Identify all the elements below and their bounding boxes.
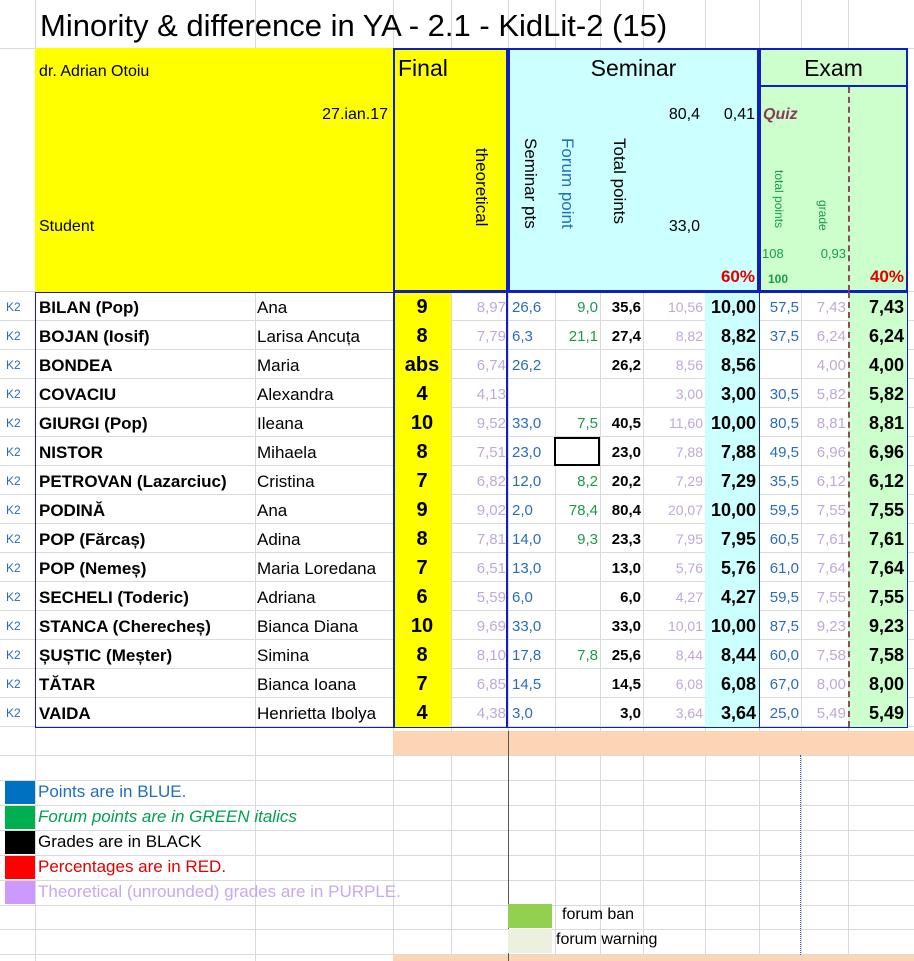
quiz-points-cell[interactable]: 59,5 (769, 502, 799, 519)
grid-row-line (0, 755, 914, 756)
firstname-cell[interactable]: Cristina (257, 472, 315, 491)
legend-swatch (5, 806, 35, 829)
surname-cell[interactable]: PETROVAN (Lazarciuc) (39, 472, 227, 491)
exam-grade-cell[interactable]: 7,55 (868, 587, 904, 607)
seminar-grade-cell[interactable]: 3,64 (720, 703, 756, 723)
exam-grade-cell[interactable]: 6,24 (868, 326, 904, 346)
seminar-value-cell[interactable]: 10,56 (667, 299, 703, 315)
seminar-grade-cell[interactable]: 7,88 (720, 442, 756, 462)
final-grade-cell[interactable]: 8 (393, 640, 451, 669)
legend-swatch (5, 856, 35, 879)
seminar-value-cell[interactable]: 8,44 (675, 647, 703, 663)
seminar-grade-cell[interactable]: 10,00 (710, 413, 756, 433)
firstname-cell[interactable]: Alexandra (257, 385, 334, 404)
seminar-header-block (508, 48, 759, 292)
legend-text: Theoretical (unrounded) grades are in PURPLE. (38, 882, 401, 901)
theoretical-grade-cell[interactable]: 8,97 (476, 299, 506, 316)
exam-grade-cell[interactable]: 5,49 (868, 703, 904, 723)
theoretical-grade-cell[interactable]: 9,69 (476, 618, 506, 635)
quiz-points-cell[interactable]: 80,5 (769, 415, 799, 432)
exam-section-label: Exam (804, 55, 863, 81)
theoretical-grade-cell[interactable]: 8,10 (476, 647, 506, 664)
footer-strip (393, 731, 914, 755)
surname-cell[interactable]: ȘUȘTIC (Meșter) (39, 646, 173, 665)
quiz-points-cell[interactable]: 49,5 (769, 444, 799, 461)
seminar-points-cell[interactable]: 2,0 (512, 502, 533, 519)
seminar-points-cell[interactable]: 23,0 (512, 444, 542, 461)
seminar-percentage: 60% (720, 267, 755, 286)
total-points-cell[interactable]: 25,6 (611, 647, 641, 664)
total-points-cell[interactable]: 23,0 (611, 444, 641, 461)
seminar-points-cell[interactable]: 17,8 (512, 647, 542, 664)
theoretical-grade-cell[interactable]: 6,74 (476, 357, 506, 374)
surname-cell[interactable]: BOJAN (Iosif) (39, 327, 150, 346)
grid-row-line (0, 905, 914, 906)
seminar-points-cell[interactable]: 6,3 (512, 328, 533, 345)
selected-cell[interactable] (554, 437, 600, 466)
seminar-grade-cell[interactable]: 7,95 (720, 529, 756, 549)
seminar-value-cell[interactable]: 4,27 (675, 589, 703, 605)
quiz-grade-cell[interactable]: 7,55 (816, 589, 846, 606)
surname-cell[interactable]: BONDEA (39, 356, 113, 375)
group-cell[interactable]: K2 (6, 590, 21, 604)
exam-grade-cell[interactable]: 9,23 (868, 616, 904, 636)
group-cell[interactable]: K2 (6, 706, 21, 720)
forum-points-cell[interactable]: 8,2 (577, 473, 598, 490)
total-points-cell[interactable]: 14,5 (611, 676, 641, 693)
firstname-cell[interactable]: Bianca Ioana (257, 675, 357, 694)
exam-percentage: 40% (869, 267, 904, 286)
group-cell[interactable]: K2 (6, 416, 21, 430)
group-cell[interactable]: K2 (6, 300, 21, 314)
total-points-cell[interactable]: 40,5 (611, 415, 641, 432)
group-cell[interactable]: K2 (6, 532, 21, 546)
exam-grade-cell[interactable]: 7,58 (868, 645, 904, 665)
seminar-points-cell[interactable]: 33,0 (512, 618, 542, 635)
seminar-value-cell[interactable]: 8,82 (675, 328, 703, 344)
exam-grade-cell[interactable]: 7,43 (868, 297, 904, 317)
final-grade-cell[interactable]: 8 (393, 321, 451, 350)
final-grade-cell[interactable]: abs (393, 350, 451, 379)
group-cell[interactable]: K2 (6, 677, 21, 691)
final-grade-cell[interactable]: 8 (393, 437, 451, 466)
seminar-points-cell[interactable]: 33,0 (512, 415, 542, 432)
theoretical-grade-cell[interactable]: 5,59 (476, 589, 506, 606)
exam-grade-cell[interactable]: 5,82 (868, 384, 904, 404)
exam-header-divider (759, 85, 908, 87)
seminar-value-cell[interactable]: 20,07 (667, 502, 703, 518)
seminar-pts-label: Seminar pts (521, 138, 540, 229)
quiz-points-cell[interactable]: 35,5 (769, 473, 799, 490)
theoretical-grade-cell[interactable]: 4,38 (476, 705, 506, 722)
quiz-grade-cell[interactable]: 7,64 (816, 560, 846, 577)
seminar-points-cell[interactable]: 12,0 (512, 473, 542, 490)
seminar-points-cell[interactable]: 26,2 (512, 357, 542, 374)
seminar-points-cell[interactable]: 26,6 (512, 299, 542, 316)
final-column-border (393, 292, 508, 728)
theoretical-grade-cell[interactable]: 4,13 (476, 386, 506, 403)
group-cell[interactable]: K2 (6, 561, 21, 575)
seminar-points-cell[interactable]: 3,0 (512, 705, 533, 722)
theoretical-grade-cell[interactable]: 7,81 (476, 531, 506, 548)
seminar-grade-cell[interactable]: 3,00 (720, 384, 756, 404)
forum-points-cell[interactable]: 78,4 (568, 502, 598, 519)
theoretical-grade-cell[interactable]: 9,02 (476, 502, 506, 519)
total-points-cell[interactable]: 35,6 (611, 299, 641, 316)
surname-cell[interactable]: VAIDA (39, 704, 91, 723)
surname-cell[interactable]: NISTOR (39, 443, 103, 462)
quiz-points-cell[interactable]: 37,5 (769, 328, 799, 345)
surname-cell[interactable]: GIURGI (Pop) (39, 414, 148, 433)
total-points-cell[interactable]: 23,3 (611, 531, 641, 548)
quiz-points-cell[interactable]: 57,5 (769, 299, 799, 316)
seminar-points-cell[interactable]: 13,0 (512, 560, 542, 577)
final-grade-cell[interactable]: 7 (393, 669, 451, 698)
quiz-points-cell[interactable]: 25,0 (769, 705, 799, 722)
sheet-title: Minority & difference in YA - 2.1 - KidLit-2 (15) (40, 8, 668, 43)
legend-swatch (5, 781, 35, 804)
seminar-value-cell[interactable]: 6,08 (675, 676, 703, 692)
forum-warning-swatch (508, 929, 552, 953)
total-points-cell[interactable]: 6,0 (620, 589, 641, 606)
grid-row-line (0, 855, 914, 856)
forum-points-cell[interactable]: 9,0 (577, 299, 598, 316)
final-grade-cell[interactable]: 4 (393, 379, 451, 408)
total-points-cell[interactable]: 33,0 (611, 618, 641, 635)
quiz-scale-value: 100 (768, 272, 789, 286)
seminar-grade-cell[interactable]: 8,56 (720, 355, 756, 375)
forum-warning-label: forum warning (556, 931, 658, 948)
seminar-points-cell[interactable]: 14,0 (512, 531, 542, 548)
quiz-grade-cell[interactable]: 7,61 (816, 531, 846, 548)
forum-points-cell[interactable]: 21,1 (568, 328, 598, 345)
quiz-grade-cell[interactable]: 7,58 (816, 647, 846, 664)
footer-strip-bottom (393, 955, 914, 961)
exam-grade-cell[interactable]: 6,12 (868, 471, 904, 491)
final-grade-cell[interactable]: 8 (393, 524, 451, 553)
total-points-cell[interactable]: 3,0 (620, 705, 641, 722)
quiz-grade-cell[interactable]: 5,82 (816, 386, 846, 403)
group-cell[interactable]: K2 (6, 503, 21, 517)
sheet-date: 27.ian.17 (322, 106, 388, 123)
firstname-cell[interactable]: Maria (257, 356, 300, 375)
seminar-value-cell[interactable]: 7,95 (675, 531, 703, 547)
grid-row-line (0, 780, 914, 781)
surname-cell[interactable]: COVACIU (39, 385, 117, 404)
quiz-grade-cell[interactable]: 8,81 (816, 415, 846, 432)
final-grade-cell[interactable]: 6 (393, 582, 451, 611)
quiz-grade-cell[interactable]: 7,43 (816, 299, 846, 316)
firstname-cell[interactable]: Adina (257, 530, 301, 549)
seminar-grade-cell[interactable]: 7,29 (720, 471, 756, 491)
firstname-cell[interactable]: Maria Loredana (257, 559, 377, 578)
group-cell[interactable]: K2 (6, 474, 21, 488)
seminar-value-cell[interactable]: 8,56 (675, 357, 703, 373)
surname-cell[interactable]: POP (Fărcaș) (39, 530, 146, 549)
grid-row-line (0, 830, 914, 831)
exam-column-border (759, 292, 760, 727)
quiz-label: Quiz (763, 106, 798, 123)
dotted-marker-line (800, 755, 801, 955)
total-points-cell[interactable]: 13,0 (611, 560, 641, 577)
final-grade-cell[interactable]: 7 (393, 553, 451, 582)
final-grade-cell[interactable]: 9 (393, 495, 451, 524)
surname-cell[interactable]: STANCA (Cherecheș) (39, 617, 211, 636)
group-cell[interactable]: K2 (6, 648, 21, 662)
firstname-cell[interactable]: Mihaela (257, 443, 317, 462)
quiz-points-cell[interactable]: 30,5 (769, 386, 799, 403)
quiz-grade-cell[interactable]: 8,00 (816, 676, 846, 693)
quiz-total-points-label: total points (772, 170, 786, 229)
theoretical-grade-cell[interactable]: 6,82 (476, 473, 506, 490)
surname-cell[interactable]: SECHELI (Toderic) (39, 588, 189, 607)
seminar-grade-cell[interactable]: 4,27 (720, 587, 756, 607)
total-points-cell[interactable]: 20,2 (611, 473, 641, 490)
theoretical-column-label: theoretical (472, 148, 491, 227)
group-cell[interactable]: K2 (6, 619, 21, 633)
surname-cell[interactable]: TĂTAR (39, 675, 96, 694)
forum-ban-label: forum ban (562, 906, 635, 923)
seminar-ratio-value: 0,41 (723, 106, 755, 123)
forum-point-label: Forum point (558, 138, 577, 229)
firstname-cell[interactable]: Ana (257, 501, 288, 520)
group-cell[interactable]: K2 (6, 329, 21, 343)
forum-points-cell[interactable]: 9,3 (577, 531, 598, 548)
quiz-grade-cell[interactable]: 6,12 (816, 473, 846, 490)
student-column-label: Student (39, 218, 95, 235)
forum-points-cell[interactable]: 7,8 (577, 647, 598, 664)
legend-swatch (5, 881, 35, 904)
seminar-grade-cell[interactable]: 8,82 (720, 326, 756, 346)
total-points-label: Total points (610, 138, 629, 224)
seminar-grade-cell[interactable]: 5,76 (720, 558, 756, 578)
quiz-grade-cell[interactable]: 5,49 (816, 705, 846, 722)
quiz-points-cell[interactable]: 60,5 (769, 531, 799, 548)
total-points-cell[interactable]: 27,4 (611, 328, 641, 345)
theoretical-grade-cell[interactable]: 6,51 (476, 560, 506, 577)
quiz-points-cell[interactable]: 59,5 (769, 589, 799, 606)
exam-grade-cell[interactable]: 7,64 (868, 558, 904, 578)
final-grade-cell[interactable]: 10 (393, 611, 451, 640)
quiz-grade-cell[interactable]: 4,00 (816, 357, 846, 374)
final-column-label: Final (398, 55, 448, 81)
forum-ban-swatch (508, 904, 552, 928)
seminar-points-cell[interactable]: 6,0 (512, 589, 533, 606)
seminar-points-cell[interactable]: 14,5 (512, 676, 542, 693)
seminar-value-cell[interactable]: 10,01 (667, 618, 703, 634)
final-grade-cell[interactable]: 7 (393, 466, 451, 495)
seminar-value-cell[interactable]: 11,60 (669, 415, 703, 431)
quiz-grade-label: grade (816, 200, 830, 231)
final-grade-cell[interactable]: 9 (393, 292, 451, 321)
exam-grade-cell[interactable]: 8,00 (868, 674, 904, 694)
exam-grade-cell[interactable]: 6,96 (868, 442, 904, 462)
theoretical-grade-cell[interactable]: 6,85 (476, 676, 506, 693)
quiz-grade-cell[interactable]: 6,24 (816, 328, 846, 345)
seminar-grade-cell[interactable]: 10,00 (710, 616, 756, 636)
surname-cell[interactable]: PODINĂ (39, 501, 106, 520)
group-cell[interactable]: K2 (6, 358, 21, 372)
seminar-grade-cell[interactable]: 10,00 (710, 500, 756, 520)
total-points-cell[interactable]: 80,4 (611, 502, 641, 519)
seminar-grade-cell[interactable]: 8,44 (720, 645, 756, 665)
surname-cell[interactable]: POP (Nemeș) (39, 559, 147, 578)
grid-row-line (0, 880, 914, 881)
final-grade-cell[interactable]: 4 (393, 698, 451, 727)
group-cell[interactable]: K2 (6, 387, 21, 401)
firstname-cell[interactable]: Bianca Diana (257, 617, 359, 636)
seminar-value-cell[interactable]: 7,88 (675, 444, 703, 460)
final-grade-cell[interactable]: 10 (393, 408, 451, 437)
seminar-grade-cell[interactable]: 6,08 (720, 674, 756, 694)
legend-text: Forum points are in GREEN italics (38, 807, 297, 826)
quiz-grade-cell[interactable]: 6,96 (816, 444, 846, 461)
seminar-section-label: Seminar (590, 55, 677, 81)
seminar-value-cell[interactable]: 7,29 (675, 473, 703, 489)
quiz-points-cell[interactable]: 87,5 (769, 618, 799, 635)
seminar-value-cell[interactable]: 5,76 (675, 560, 703, 576)
total-points-cell[interactable]: 26,2 (611, 357, 641, 374)
firstname-cell[interactable]: Simina (257, 646, 309, 665)
quiz-points-cell[interactable]: 67,0 (769, 676, 799, 693)
quiz-dashed-divider (848, 87, 850, 291)
exam-grade-cell[interactable]: 8,81 (868, 413, 904, 433)
quiz-points-cell[interactable]: 60,0 (769, 647, 799, 664)
theoretical-grade-cell[interactable]: 9,52 (476, 415, 506, 432)
theoretical-grade-cell[interactable]: 7,79 (476, 328, 506, 345)
quiz-ratio-value: 0,93 (820, 246, 846, 261)
firstname-cell[interactable]: Adriana (257, 588, 316, 607)
seminar-min-value: 33,0 (668, 218, 700, 235)
quiz-grade-cell[interactable]: 9,23 (816, 618, 846, 635)
legend-text: Points are in BLUE. (38, 782, 187, 801)
firstname-cell[interactable]: Larisa Ancuța (257, 327, 361, 346)
exam-grade-cell[interactable]: 7,55 (868, 500, 904, 520)
grid-row-line (0, 929, 914, 930)
quiz-points-cell[interactable]: 61,0 (769, 560, 799, 577)
surname-cell[interactable]: BILAN (Pop) (39, 298, 140, 317)
seminar-value-cell[interactable]: 3,64 (675, 705, 703, 721)
seminar-max-value: 80,4 (668, 106, 700, 123)
firstname-cell[interactable]: Ana (257, 298, 288, 317)
seminar-grade-cell[interactable]: 10,00 (710, 297, 756, 317)
theoretical-grade-cell[interactable]: 7,51 (476, 444, 506, 461)
grid-row-line (0, 805, 914, 806)
legend-text: Grades are in BLACK (38, 832, 202, 851)
seminar-value-cell[interactable]: 3,00 (675, 386, 703, 402)
exam-grade-cell[interactable]: 7,61 (868, 529, 904, 549)
exam-dashed-divider (848, 292, 850, 727)
quiz-max-value: 108 (762, 246, 784, 261)
exam-grade-cell[interactable]: 4,00 (868, 355, 904, 375)
legend-text: Percentages are in RED. (38, 857, 227, 876)
instructor-name: dr. Adrian Otoiu (39, 63, 150, 80)
forum-points-cell[interactable]: 7,5 (577, 415, 598, 432)
header-yellow-block (35, 48, 393, 292)
firstname-cell[interactable]: Ileana (257, 414, 304, 433)
legend-swatch (5, 831, 35, 854)
firstname-cell[interactable]: Henrietta Ibolya (257, 704, 377, 723)
group-cell[interactable]: K2 (6, 445, 21, 459)
quiz-grade-cell[interactable]: 7,55 (816, 502, 846, 519)
